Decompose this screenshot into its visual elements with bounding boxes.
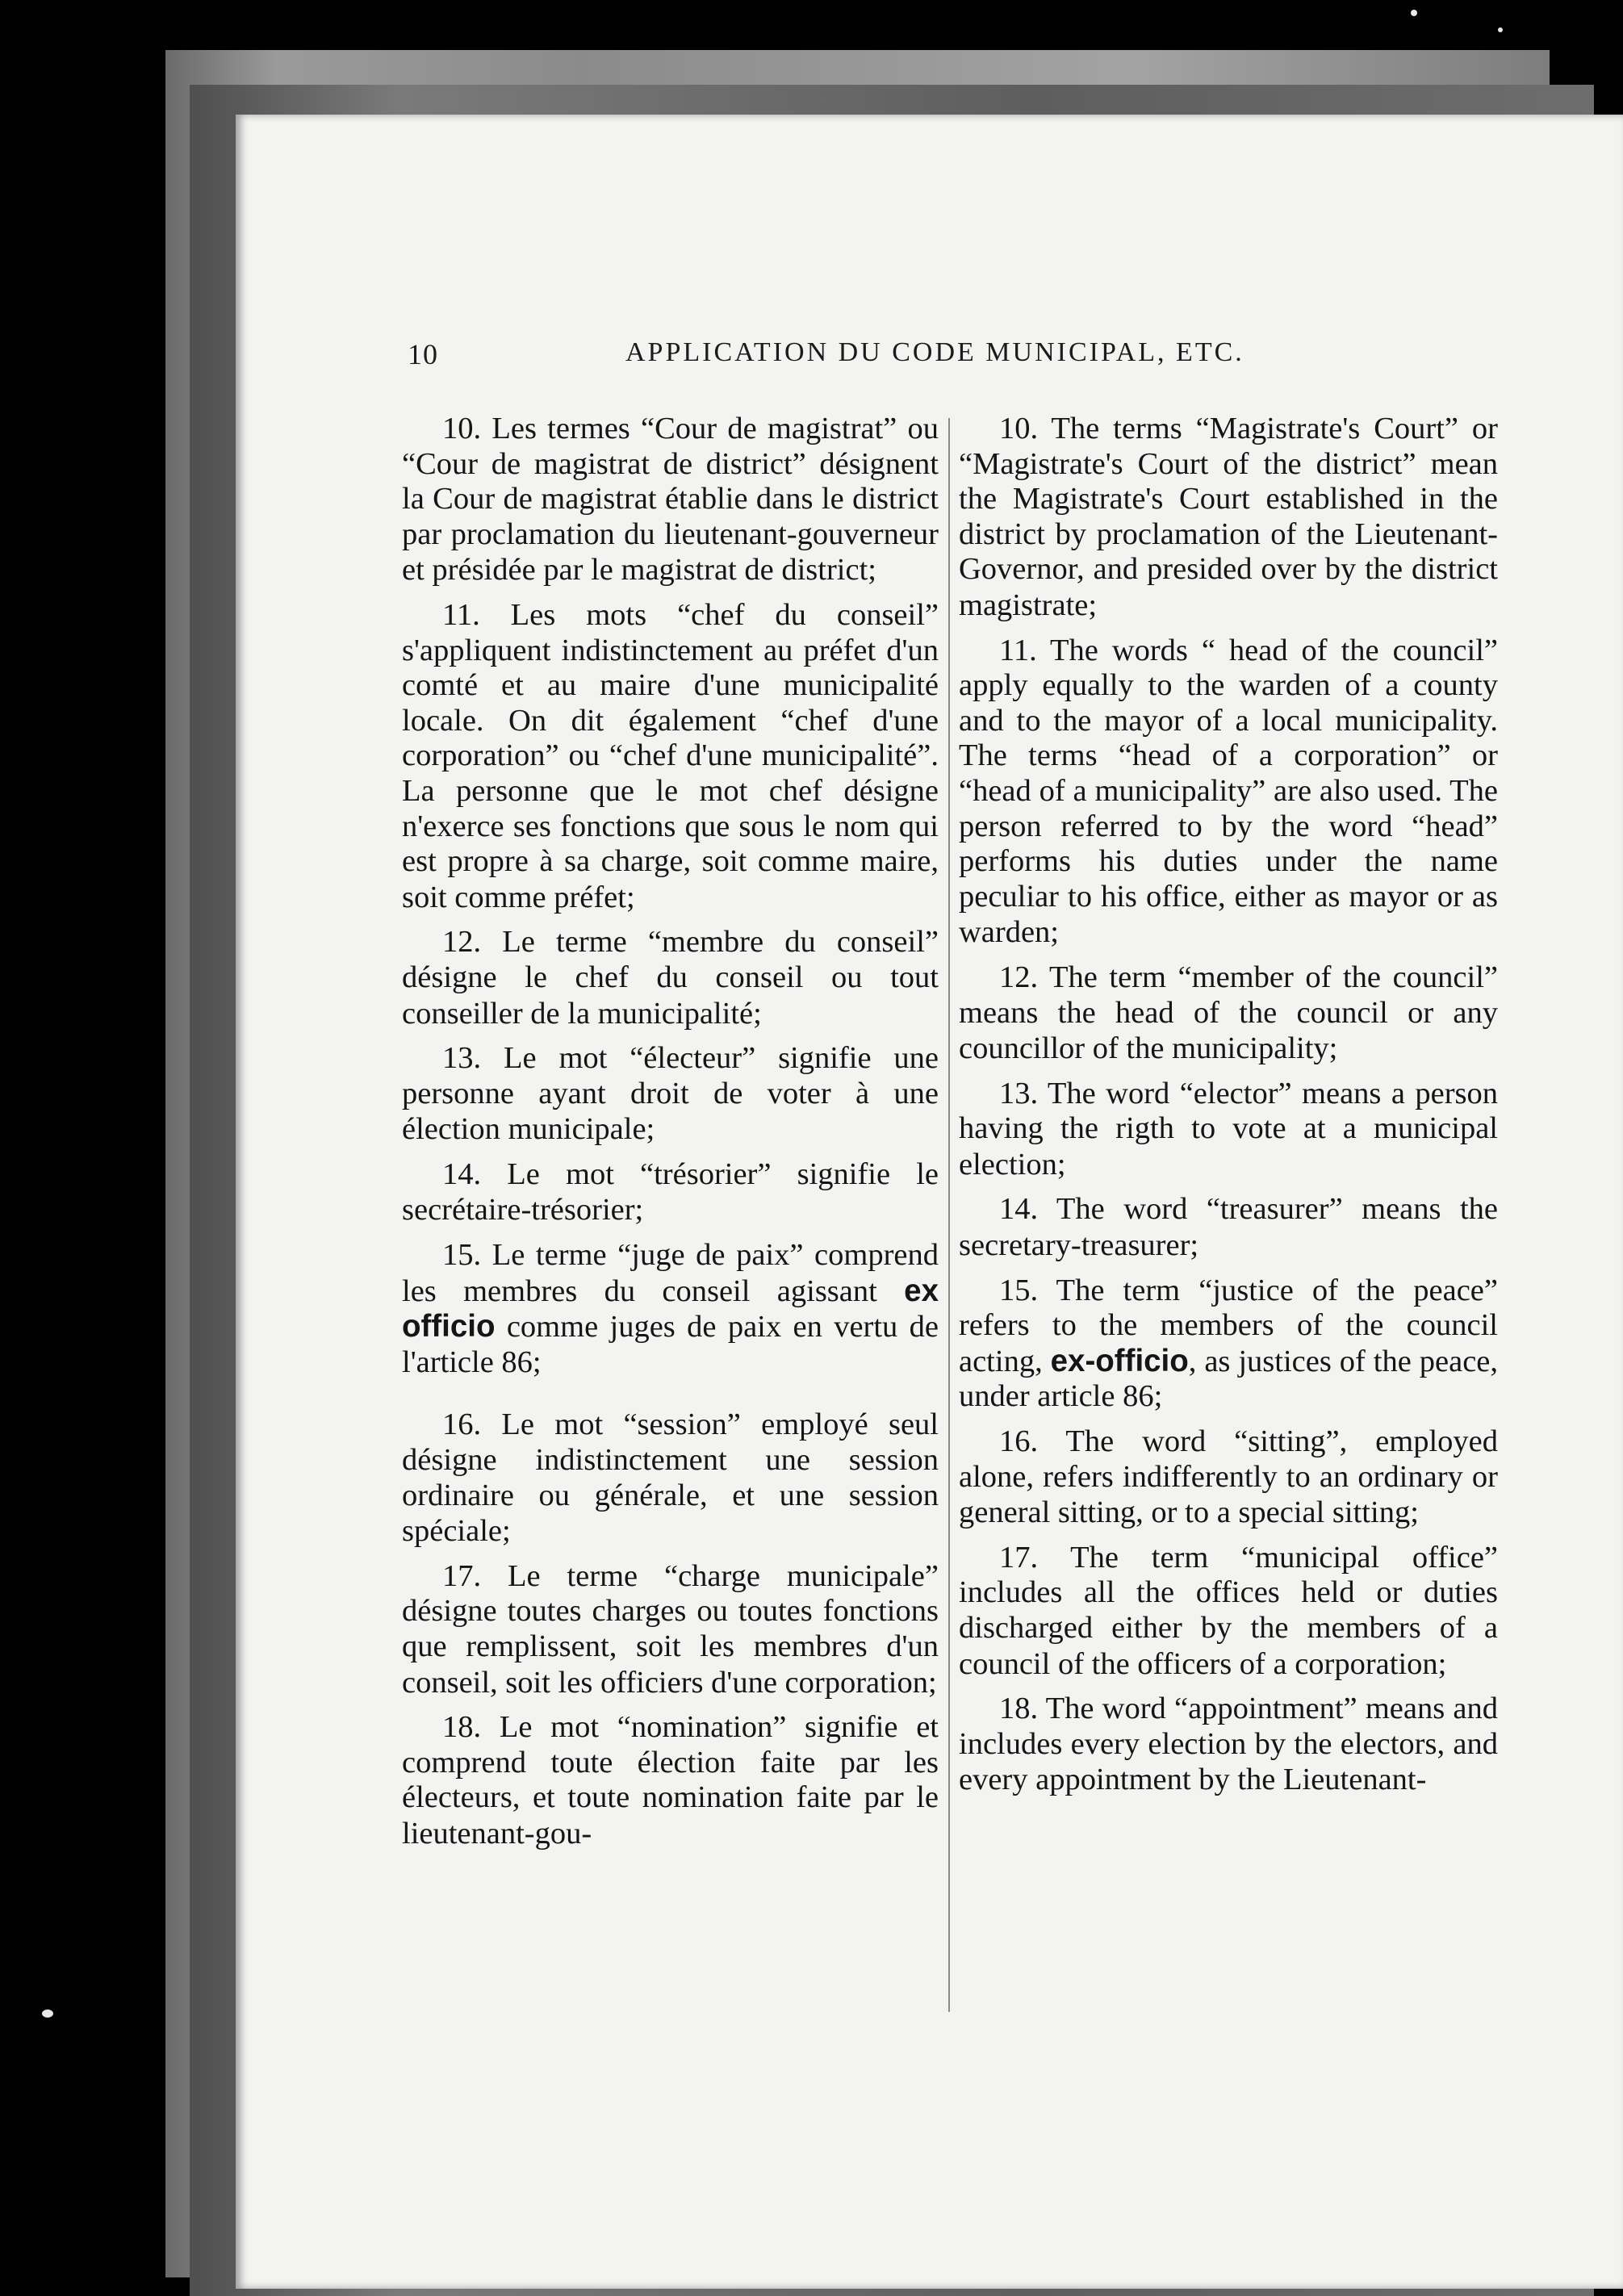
column-divider [948, 418, 950, 2012]
french-paragraph: 11. Les mots “chef du conseil” s'appliquent indistinctement au préfet d'un comté et au maire d'une municipalité locale. On dit également “chef d'une corporation” ou “chef d'une municipalité”. La personne que le mot chef désigne n'exerce ses fonctions que sous le nom qui est propre à sa charge, soit comme maire, soit comme préfet; [402, 597, 939, 914]
french-paragraph: 14. Le mot “trésorier” signifie le secrétaire-trésorier; [402, 1156, 939, 1227]
english-paragraph: 12. The term “member of the council” means the head of the council or any councillor of the municipality; [959, 960, 1498, 1066]
english-paragraph: 10. The terms “Magistrate's Court” or “Magistrate's Court of the district” mean the Magistrate's Court established in the district by proclamation of the Lieutenant-Governor, and presided over by the district magistrate; [959, 412, 1498, 622]
scan-speck [1411, 10, 1417, 16]
french-paragraph: 10. Les termes “Cour de magistrat” ou “Cour de magistrat de district” désignent la Cour de magistrat établie dans le district par proclamation du lieutenant-gouverneur et présidée par le magistrat de district; [402, 412, 939, 588]
english-paragraph: 18. The word “appointment” means and includes every election by the electors, and every appointment by the Lieutenant- [959, 1692, 1498, 1797]
scan-speck [1498, 27, 1503, 32]
english-paragraph: 16. The word “sitting”, employed alone, refers indifferently to an ordinary or general sitting, or to a special sitting; [959, 1424, 1498, 1530]
french-paragraph: 15. Le terme “juge de paix” comprend les membres du conseil agissant ex officio comme juges de paix en vertu de l'article 86; [402, 1238, 939, 1379]
english-column [959, 412, 1498, 2018]
english-paragraph: 17. The term “municipal office” includes all the offices held or duties discharged either by the members of a council of the officers of a corporation; [959, 1540, 1498, 1681]
ex-officio-term: ex-officio [1050, 1343, 1189, 1378]
ex-officio-term: ex officio [402, 1273, 939, 1345]
english-paragraph: 15. The term “justice of the peace” refers to the members of the council acting, ex-officio, as justices of the peace, under article 86; [959, 1273, 1498, 1414]
french-paragraph: 17. Le terme “charge municipale” désigne toutes charges ou toutes fonctions que remplissent, soit les membres d'un conseil, soit les officiers d'une corporation; [402, 1558, 939, 1700]
page-number: 10 [408, 338, 438, 370]
french-paragraph: 18. Le mot “nomination” signifie et comprend toute élection faite par les électeurs, et toute nomination faite par le lieutenant-gou- [402, 1710, 939, 1851]
scan-speck [42, 2010, 53, 2018]
french-paragraph: 16. Le mot “session” employé seul désigne indistinctement une session ordinaire ou générale, et une session spéciale; [402, 1407, 939, 1549]
running-header [408, 337, 1303, 378]
english-paragraph: 11. The words “ head of the council” apply equally to the warden of a county and to the mayor of a local municipality. The terms “head of a corporation” or “head of a municipality” are also used. The person referred to by the word “head” performs his duties under the name peculiar to his office, either as mayor or as warden; [959, 633, 1498, 950]
running-title: APPLICATION DU CODE MUNICIPAL, ETC. [625, 337, 1244, 367]
french-paragraph: 13. Le mot “électeur” signifie une personne ayant droit de voter à une élection municipale; [402, 1041, 939, 1147]
english-paragraph: 14. The word “treasurer” means the secretary-treasurer; [959, 1192, 1498, 1263]
french-paragraph: 12. Le terme “membre du conseil” désigne le chef du conseil ou tout conseiller de la municipalité; [402, 925, 939, 1031]
french-column [402, 412, 939, 2018]
english-paragraph: 13. The word “elector” means a person having the rigth to vote at a municipal election; [959, 1076, 1498, 1181]
